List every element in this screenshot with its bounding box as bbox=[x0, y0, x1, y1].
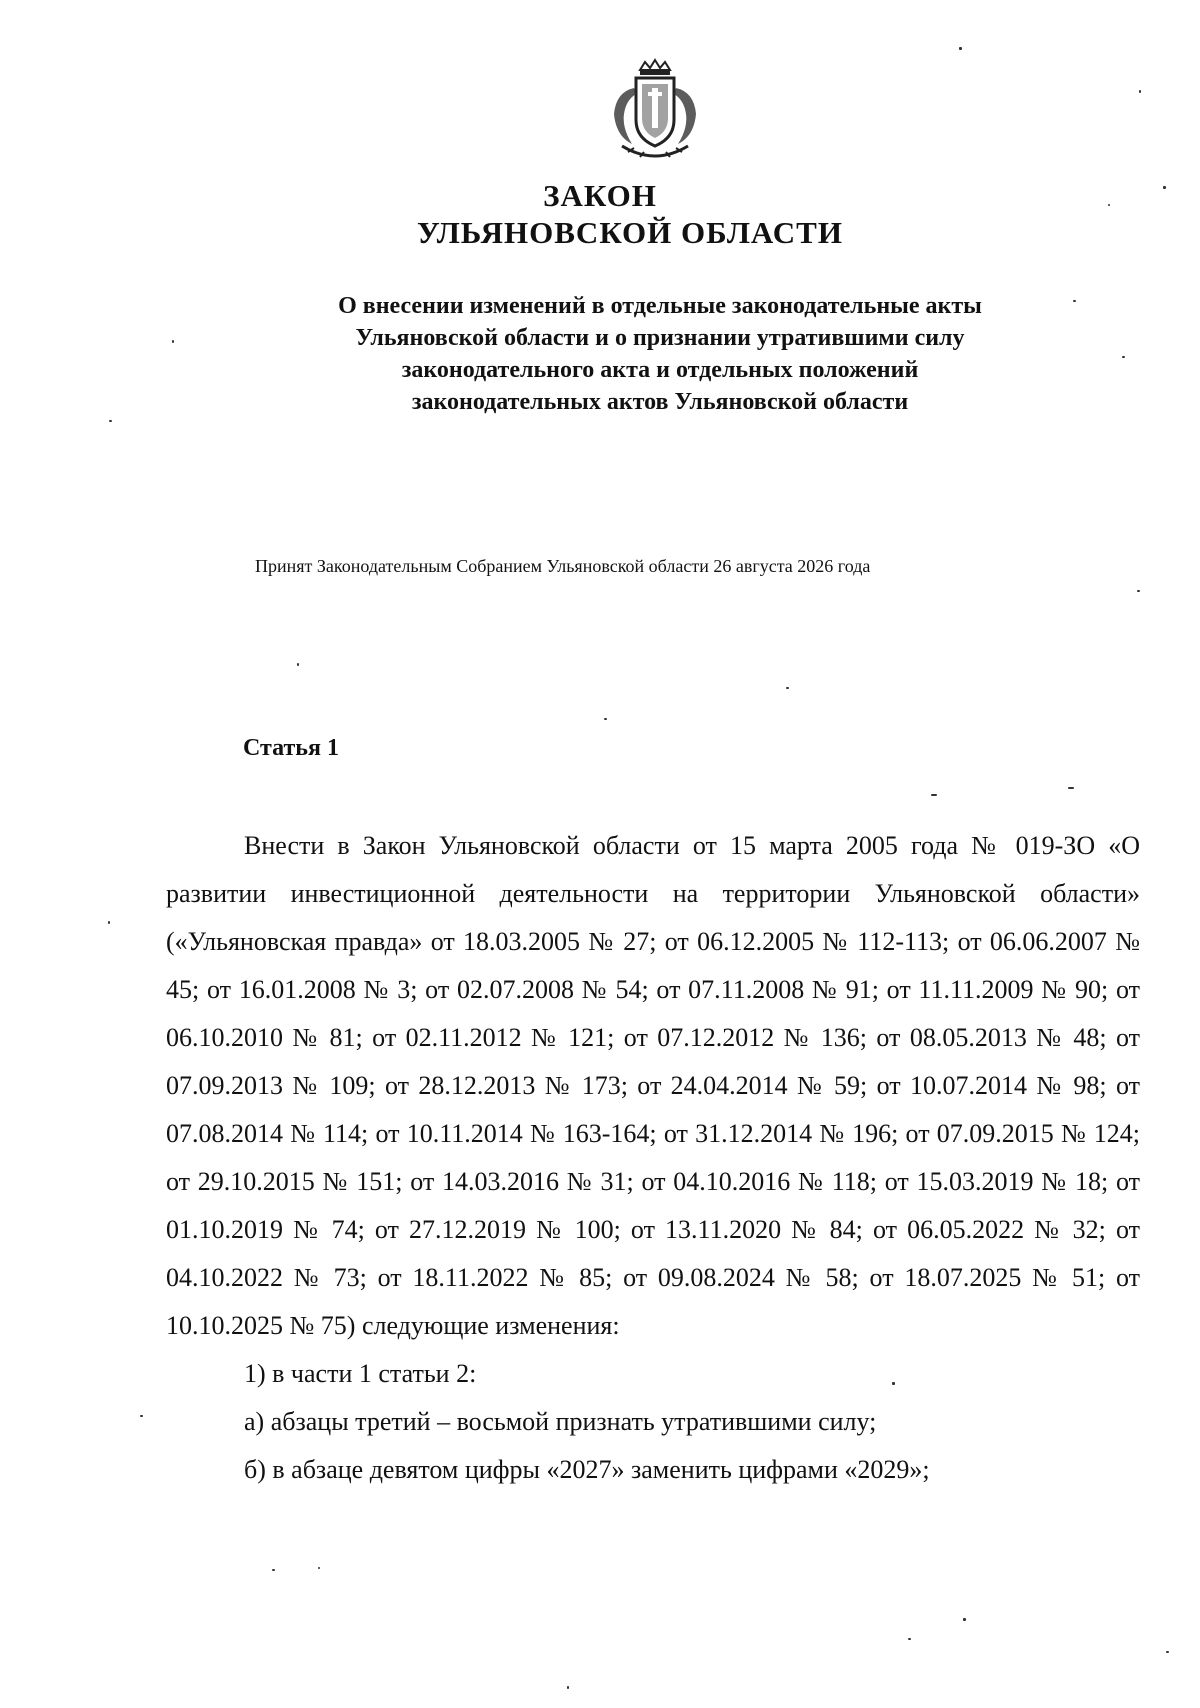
scan-speck bbox=[1108, 204, 1110, 206]
scan-speck bbox=[963, 1618, 966, 1621]
subtitle-line: законодательного акта и отдельных положений bbox=[401, 357, 919, 383]
scan-speck bbox=[931, 794, 937, 796]
article-item: б) в абзаце девятом цифры «2027» заменить цифрами «2029»; bbox=[244, 1455, 930, 1484]
scan-speck bbox=[272, 1569, 275, 1571]
scan-speck bbox=[892, 1382, 895, 1385]
article-body bbox=[166, 822, 1140, 1494]
scan-speck bbox=[786, 687, 789, 689]
scan-speck bbox=[297, 663, 299, 666]
scan-speck bbox=[1122, 356, 1125, 358]
scan-speck bbox=[172, 340, 174, 343]
adoption-note: Принят Законодательным Собранием Ульяновской области 26 августа 2026 года bbox=[255, 556, 871, 576]
scan-speck bbox=[1068, 787, 1074, 789]
scan-speck bbox=[140, 1415, 143, 1417]
scan-speck bbox=[318, 1567, 320, 1569]
scan-speck bbox=[567, 1686, 569, 1689]
law-subtitle bbox=[200, 290, 1120, 418]
law-title: ЗАКОН bbox=[543, 178, 657, 213]
scan-speck bbox=[1139, 90, 1141, 93]
coat-of-arms-icon bbox=[600, 58, 710, 168]
scan-speck bbox=[109, 420, 112, 422]
subtitle-line: О внесении изменений в отдельные законодательные акты bbox=[338, 293, 982, 319]
scan-speck bbox=[108, 921, 110, 924]
subtitle-line: Ульяновской области и о признании утратившими силу bbox=[355, 325, 965, 351]
scan-speck bbox=[1163, 186, 1166, 189]
article-item: а) абзацы третий – восьмой признать утратившими силу; bbox=[244, 1407, 877, 1436]
scan-speck bbox=[1073, 300, 1076, 302]
scan-speck bbox=[908, 1638, 911, 1640]
scan-speck bbox=[1137, 590, 1140, 592]
article-heading: Статья 1 bbox=[243, 735, 339, 761]
region-title: УЛЬЯНОВСКОЙ ОБЛАСТИ bbox=[417, 215, 843, 250]
article-intro-paragraph: Внести в Закон Ульяновской области от 15 марта 2005 года № 019-ЗО «О развитии инвестиционной деятельности на территории Ульяновской области» («Ульяновская правда» от 18.03.2005 № 27; от 06.12.2005 № 112-113; от 06.06.2007 № 45; от 16.01.2008 № 3; от 02.07.2008 № 54; от 07.11.2008 № 91; от 11.11.2009 № 90; от 06.10.2010 № 81; от 02.11.2012 № 121; от 07.12.2012 № 136; от 08.05.2013 № 48; от 07.09.2013 № 109; от 28.12.2013 № 173; от 24.04.2014 № 59; от 10.07.2014 № 98; от 07.08.2014 № 114; от 10.11.2014 № 163-164; от 31.12.2014 № 196; от 07.09.2015 № 124; от 29.10.2015 № 151; от 14.03.2016 № 31; от 04.10.2016 № 118; от 15.03.2019 № 18; от 01.10.2019 № 74; от 27.12.2019 № 100; от 13.11.2020 № 84; от 06.05.2022 № 32; от 04.10.2022 № 73; от 18.11.2022 № 85; от 09.08.2024 № 58; от 18.07.2025 № 51; от 10.10.2025 № 75) следующие изменения: bbox=[166, 831, 1140, 1340]
scan-speck bbox=[604, 718, 607, 720]
subtitle-line: законодательных актов Ульяновской области bbox=[411, 389, 909, 415]
article-item: 1) в части 1 статьи 2: bbox=[244, 1359, 477, 1388]
scan-speck bbox=[1166, 1651, 1169, 1653]
scan-speck bbox=[959, 47, 962, 50]
